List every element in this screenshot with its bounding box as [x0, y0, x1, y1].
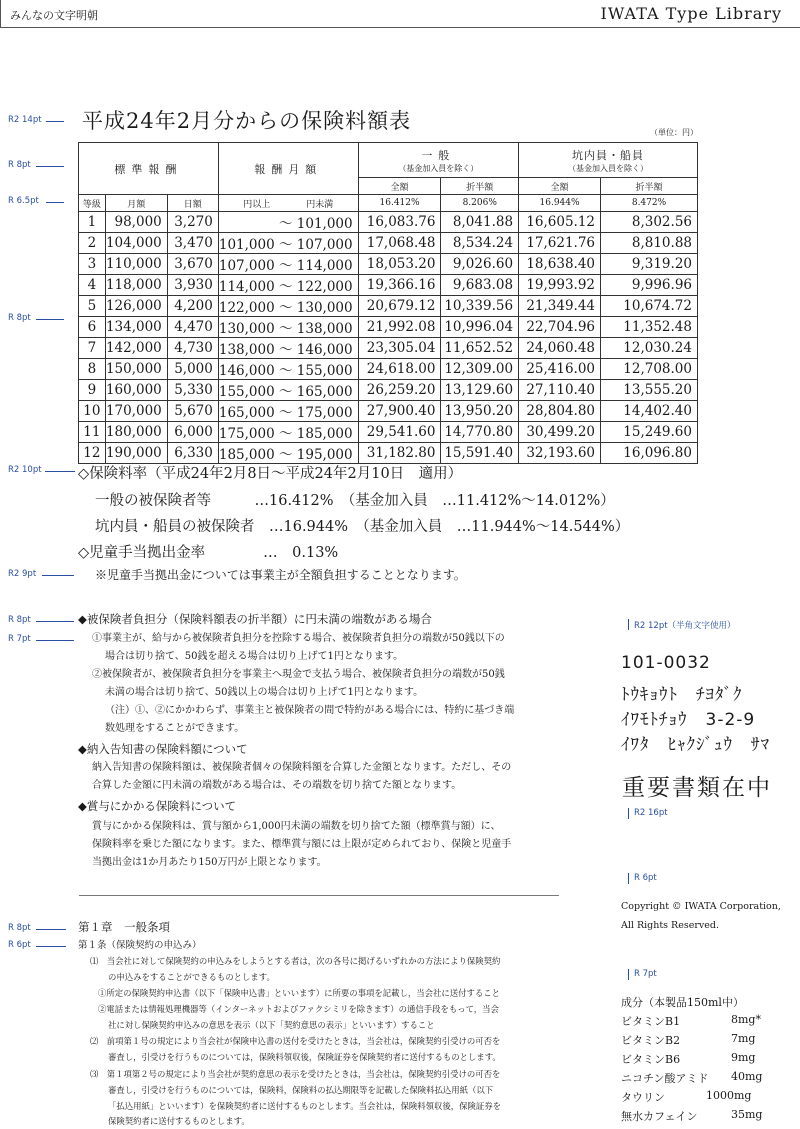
rates-general: 一般の被保険者等 …16.412% （基金加入員 …11.412%～14.012%） [95, 493, 615, 509]
table-cell: 23,305.04 [358, 338, 441, 359]
table-cell: 18,053.20 [358, 254, 441, 275]
table-cell: 8,041.88 [441, 212, 519, 233]
table-cell: 12,309.00 [441, 359, 519, 380]
rates-note: ※児童手当拠出金については事業主が全額負担することとなります。 [95, 568, 466, 582]
spec-line [36, 319, 64, 320]
address-recipient: ｲﾜﾀ ﾋｬｸｼﾞｭｳ ｻﾏ [621, 735, 770, 755]
table-cell: 27,900.40 [358, 401, 441, 422]
table-row [79, 443, 698, 464]
table-cell: 3,670 [167, 254, 218, 275]
table-cell: 21,992.08 [358, 317, 441, 338]
clause-3b: 審査し，引受けを行うものについては，保険料，保険料の払込期限等を記載した保険料払込用紙（以下 [108, 1085, 494, 1095]
table-cell: 5 [79, 296, 106, 317]
table-cell: 22,704.96 [519, 317, 601, 338]
burden-p2a: ②被保険者が、被保険者負担分を事業主へ現金で支払う場合、被保険者負担分の端数が50銭 [92, 669, 505, 680]
table-cell: 13,555.20 [601, 380, 698, 401]
table-row [79, 338, 698, 359]
table-cell: 24,060.48 [519, 338, 601, 359]
spec-body: R 8pt [8, 313, 31, 323]
bonus-r3: 当拠出金は1か月あたり150万円が上限となります。 [92, 857, 327, 868]
header-mine-sub: （基金加入員を除く） [568, 163, 649, 173]
address-line-1: ﾄｳｷｮｳﾄ ﾁﾖﾀﾞｸ [621, 685, 743, 705]
table-cell: 4,730 [167, 338, 218, 359]
table-row [79, 380, 698, 401]
table-cell: 185,000 ～ 195,000 [218, 443, 358, 464]
table-cell: 32,193.60 [519, 443, 601, 464]
table-row [79, 296, 698, 317]
table-cell: 2 [79, 233, 106, 254]
header-mine-label: 坑内員・船員 [572, 148, 645, 162]
table-cell: 10,674.72 [601, 296, 698, 317]
table-cell: 5,670 [167, 401, 218, 422]
table-cell: 8,534.24 [441, 233, 519, 254]
table-cell: 180,000 [105, 422, 167, 443]
header-month: 月額 [105, 195, 167, 212]
spec-rate: R2 10pt [8, 465, 42, 475]
table-row [79, 359, 698, 380]
ingredient-amount: 35mg [731, 1108, 763, 1121]
header-library-name: IWATA Type Library [600, 4, 782, 23]
important-documents-stamp: 重要書類在中 [622, 775, 772, 801]
spec-line [36, 929, 66, 930]
table-cell: 3 [79, 254, 106, 275]
rate-general-half: 8.206% [441, 195, 519, 212]
table-cell: 3,270 [167, 212, 218, 233]
table-cell: 15,249.60 [601, 422, 698, 443]
table-cell: 4 [79, 275, 106, 296]
burden-p3b: 数処理をすることができます。 [105, 723, 245, 734]
clause-2b: 審査し，引受けを行うものについては，保険料領収後，保険証券を保険契約者に送付するものとします。 [108, 1052, 501, 1062]
ingredient-row [621, 1070, 763, 1086]
spec-ch8: R 8pt [8, 923, 31, 933]
table-cell: 114,000 ～ 122,000 [218, 275, 358, 296]
table-cell: 17,068.48 [358, 233, 441, 254]
table-cell: 14,402.40 [601, 401, 698, 422]
ingredient-name: ビタミンB2 [621, 1034, 681, 1047]
table-cell: 8 [79, 359, 106, 380]
table-cell: 21,349.44 [519, 296, 601, 317]
table-cell: 9,683.08 [441, 275, 519, 296]
spec-addr: R2 12pt（半角文字使用） [634, 621, 736, 631]
table-cell: 126,000 [105, 296, 167, 317]
table-cell: 104,000 [105, 233, 167, 254]
ingredient-row [621, 1108, 763, 1124]
table-cell: 6 [79, 317, 106, 338]
clause-1a: ⑴ 当会社に対して保険契約の申込みをしようとする者は，次の各号に掲げるいずれかの方法により保険契約 [90, 956, 501, 966]
article-title: 第１条（保険契約の申込み） [78, 940, 202, 951]
spec-head: R 8pt [8, 160, 31, 170]
address-postal: 101-0032 [621, 653, 711, 673]
spec-title: R2 14pt [8, 115, 42, 125]
burden-p2b: 未満の場合は切り捨て、50銭以上の場合は切り上げて1円となります。 [105, 687, 424, 698]
header-mine [519, 143, 698, 178]
header-general [358, 143, 518, 178]
table-body [79, 212, 698, 464]
table-cell: 5,330 [167, 380, 218, 401]
clause-1d: ②電話または情報処理機器等（インターネットおよびファクシミリを除きます）の通信手段をもって，当会 [98, 1004, 499, 1014]
header-general-full: 全額 [358, 178, 441, 195]
spec-ing: R 7pt [634, 969, 657, 979]
header-general-sub: （基金加入員を除く） [398, 163, 479, 173]
table-cell: 11,652.52 [441, 338, 519, 359]
header-mine-half: 折半額 [601, 178, 698, 195]
table-row [79, 275, 698, 296]
table-cell: 19,366.16 [358, 275, 441, 296]
bonus-r2: 保険料率を乗じた額になります。また、標準賞与額には上限が定められており、保険と児童手 [92, 839, 512, 850]
burden-p1a: ①事業主が、給与から被保険者負担分を控除する場合、被保険者負担分の端数が50銭以下の [92, 633, 505, 644]
spec-juuyo: R2 16pt [634, 808, 668, 818]
table-cell: 190,000 [105, 443, 167, 464]
table-cell: 28,804.80 [519, 401, 601, 422]
table-cell: 98,000 [105, 212, 167, 233]
table-cell: 9 [79, 380, 106, 401]
table-cell: 12 [79, 443, 106, 464]
table-cell: 9,319.20 [601, 254, 698, 275]
header-range: 円以上 円未満 [218, 195, 358, 212]
premium-table [78, 142, 698, 464]
address-line-2: ｲﾜﾓﾄﾁｮｳ 3-2-9 [621, 710, 756, 730]
spec-line [36, 640, 74, 641]
table-cell: ～ 101,000 [218, 212, 358, 233]
table-cell: 16,083.76 [358, 212, 441, 233]
table-cell: 20,679.12 [358, 296, 441, 317]
table-cell: 107,000 ～ 114,000 [218, 254, 358, 275]
section-divider [79, 895, 559, 896]
clause-2a: ⑵ 前項第１号の規定により当会社が保険申込書の送付を受けたときは，当会社は，保険契約引受けの可否を [90, 1036, 501, 1046]
rate-general-full: 16.412% [358, 195, 441, 212]
table-cell: 17,621.76 [519, 233, 601, 254]
spec-h65: R 6.5pt [8, 196, 39, 206]
ingredient-amount: 9mg [731, 1051, 756, 1064]
table-cell: 175,000 ～ 185,000 [218, 422, 358, 443]
spec-line [46, 202, 64, 203]
header-monthly: 報酬月額 [218, 143, 358, 195]
table-cell: 160,000 [105, 380, 167, 401]
table-cell: 130,000 ～ 138,000 [218, 317, 358, 338]
table-cell: 7 [79, 338, 106, 359]
clause-1e: 社に対し保険契約申込みの意思を表示（以下「契約意思の表示」といいます）すること [108, 1020, 435, 1030]
table-cell: 10,996.04 [441, 317, 519, 338]
table-cell: 10,339.56 [441, 296, 519, 317]
table-cell: 14,770.80 [441, 422, 519, 443]
burden-p1b: 場合は切り捨て、50銭を超える場合は切り上げて1円となります。 [105, 651, 404, 662]
spec-line [46, 121, 64, 122]
copyright-line-2: All Rights Reserved. [621, 920, 719, 931]
table-cell: 138,000 ～ 146,000 [218, 338, 358, 359]
table-row [79, 233, 698, 254]
table-cell: 12,708.00 [601, 359, 698, 380]
notice-heading: ◆納入告知書の保険料額について [78, 742, 248, 756]
clause-3a: ⑶ 第１項第２号の規定により当会社が契約意思の表示を受けたときは，当会社は，保険契約引受けの可否を [90, 1069, 501, 1079]
table-cell: 16,605.12 [519, 212, 601, 233]
table-row [79, 254, 698, 275]
table-cell: 10 [79, 401, 106, 422]
table-cell: 3,470 [167, 233, 218, 254]
spec-b7: R 7pt [8, 634, 31, 644]
table-cell: 122,000 ～ 130,000 [218, 296, 358, 317]
bonus-r1: 賞与にかかる保険料は、賞与額から1,000円未満の端数を切り捨てた額（標準賞与額）に、 [92, 821, 501, 832]
copyright-line-1: Copyright © IWATA Corporation, [621, 901, 781, 912]
copyright [621, 897, 781, 935]
table-cell: 3,930 [167, 275, 218, 296]
spec-copy: R 6pt [634, 873, 657, 883]
burden-heading: ◆被保険者負担分（保険料額表の折半額）に円未満の端数がある場合 [78, 612, 432, 626]
table-cell: 12,030.24 [601, 338, 698, 359]
header-grade: 等級 [79, 195, 106, 212]
header-rule [0, 27, 800, 28]
table-cell: 13,950.20 [441, 401, 519, 422]
table-cell: 146,000 ～ 155,000 [218, 359, 358, 380]
table-cell: 26,259.20 [358, 380, 441, 401]
chapter-title: 第１章 一般条項 [78, 920, 170, 934]
ingredient-name: タウリン [621, 1091, 665, 1104]
table-cell: 9,026.60 [441, 254, 519, 275]
header-font-name: みんなの文字明朝 [10, 9, 98, 22]
rates-mine: 坑内員・船員の被保険者 …16.944% （基金加入員 …11.944%～14.544%） [95, 519, 630, 535]
ingredients-title: 成分（本製品150ml中） [621, 996, 744, 1009]
table-cell: 165,000 ～ 175,000 [218, 401, 358, 422]
table-cell: 134,000 [105, 317, 167, 338]
ingredient-row [621, 1032, 756, 1048]
table-cell: 1 [79, 212, 106, 233]
table-cell: 18,638.40 [519, 254, 601, 275]
rate-mine-half: 8.472% [601, 195, 698, 212]
table-cell: 142,000 [105, 338, 167, 359]
header-day: 日額 [167, 195, 218, 212]
header-divider-left [0, 0, 1, 27]
table-cell: 170,000 [105, 401, 167, 422]
notice-q1: 納入告知書の保険料額は、被保険者個々の保険料額を合算した金額となります。ただし、その [92, 762, 512, 773]
clause-3c: 「払込用紙」といいます）を保険契約者に送付するものとします。当会社は，保険料領収後，保険証券を [108, 1101, 501, 1111]
table-cell: 8,302.56 [601, 212, 698, 233]
table-cell: 6,330 [167, 443, 218, 464]
spec-line [36, 946, 66, 947]
ingredient-name: ビタミンB6 [621, 1053, 681, 1066]
table-cell: 16,096.80 [601, 443, 698, 464]
table-row [79, 422, 698, 443]
page-title: 平成24年2月分からの保険料額表 [82, 109, 412, 133]
table-cell: 155,000 ～ 165,000 [218, 380, 358, 401]
ingredient-row [621, 1013, 761, 1029]
ingredient-row [621, 1089, 752, 1105]
table-cell: 101,000 ～ 107,000 [218, 233, 358, 254]
table-cell: 150,000 [105, 359, 167, 380]
spec-line [45, 471, 75, 472]
table-cell: 25,416.00 [519, 359, 601, 380]
ingredient-amount: 1000mg [706, 1089, 752, 1102]
header-general-label: 一般 [421, 148, 456, 162]
table-cell: 31,182.80 [358, 443, 441, 464]
table-cell: 8,810.88 [601, 233, 698, 254]
ingredient-name: 無水カフェイン [621, 1110, 698, 1123]
table-cell: 11 [79, 422, 106, 443]
spec-ch6: R 6pt [8, 940, 31, 950]
rates-child: ◇児童手当拠出金率 … 0.13% [78, 545, 339, 561]
table-cell: 110,000 [105, 254, 167, 275]
ingredient-amount: 40mg [731, 1070, 763, 1083]
table-cell: 11,352.48 [601, 317, 698, 338]
table-cell: 9,996.96 [601, 275, 698, 296]
header-general-half: 折半額 [441, 178, 519, 195]
ingredient-name: ビタミンB1 [621, 1015, 681, 1028]
table-cell: 15,591.40 [441, 443, 519, 464]
ingredient-row [621, 1051, 756, 1067]
notice-q2: 合算した金額に円未満の端数がある場合は、その端数を切り捨てた額となります。 [92, 780, 462, 791]
header-standard: 標準報酬 [79, 143, 219, 195]
clause-1c: ①所定の保険契約申込書（以下「保険申込書」といいます）に所要の事項を記載し，当会社に送付すること [98, 988, 500, 998]
spec-line [36, 621, 74, 622]
ingredient-amount: 7mg [731, 1032, 756, 1045]
burden-p3a: （注）①、②にかかわらず、事業主と被保険者の間で特約がある場合には、特約に基づき端 [105, 705, 515, 716]
table-cell: 5,000 [167, 359, 218, 380]
table-cell: 4,200 [167, 296, 218, 317]
spec-b8: R 8pt [8, 615, 31, 625]
table-cell: 13,129.60 [441, 380, 519, 401]
rate-mine-full: 16.944% [519, 195, 601, 212]
table-row [79, 317, 698, 338]
ingredient-amount: 8mg* [731, 1013, 761, 1026]
table-cell: 29,541.60 [358, 422, 441, 443]
table-cell: 118,000 [105, 275, 167, 296]
clause-1b: の申込みをすることができるものとします。 [108, 972, 275, 982]
table-row [79, 212, 698, 233]
table-cell: 6,000 [167, 422, 218, 443]
table-cell: 24,618.00 [358, 359, 441, 380]
ingredient-name: ニコチン酸アミド [621, 1072, 709, 1085]
clause-3d: 保険契約者に送付するものとします。 [108, 1116, 250, 1126]
spec-note: R2 9pt [8, 569, 37, 579]
spec-line [42, 575, 74, 576]
table-cell: 19,993.92 [519, 275, 601, 296]
rates-heading: ◇保険料率（平成24年2月8日～平成24年2月10日 適用） [78, 466, 463, 482]
table-cell: 30,499.20 [519, 422, 601, 443]
table-row [79, 401, 698, 422]
bonus-heading: ◆賞与にかかる保険料について [78, 799, 237, 813]
unit-label: （単位：円） [650, 128, 698, 137]
table-cell: 27,110.40 [519, 380, 601, 401]
table-cell: 4,470 [167, 317, 218, 338]
header-mine-full: 全額 [519, 178, 601, 195]
spec-line [36, 166, 64, 167]
